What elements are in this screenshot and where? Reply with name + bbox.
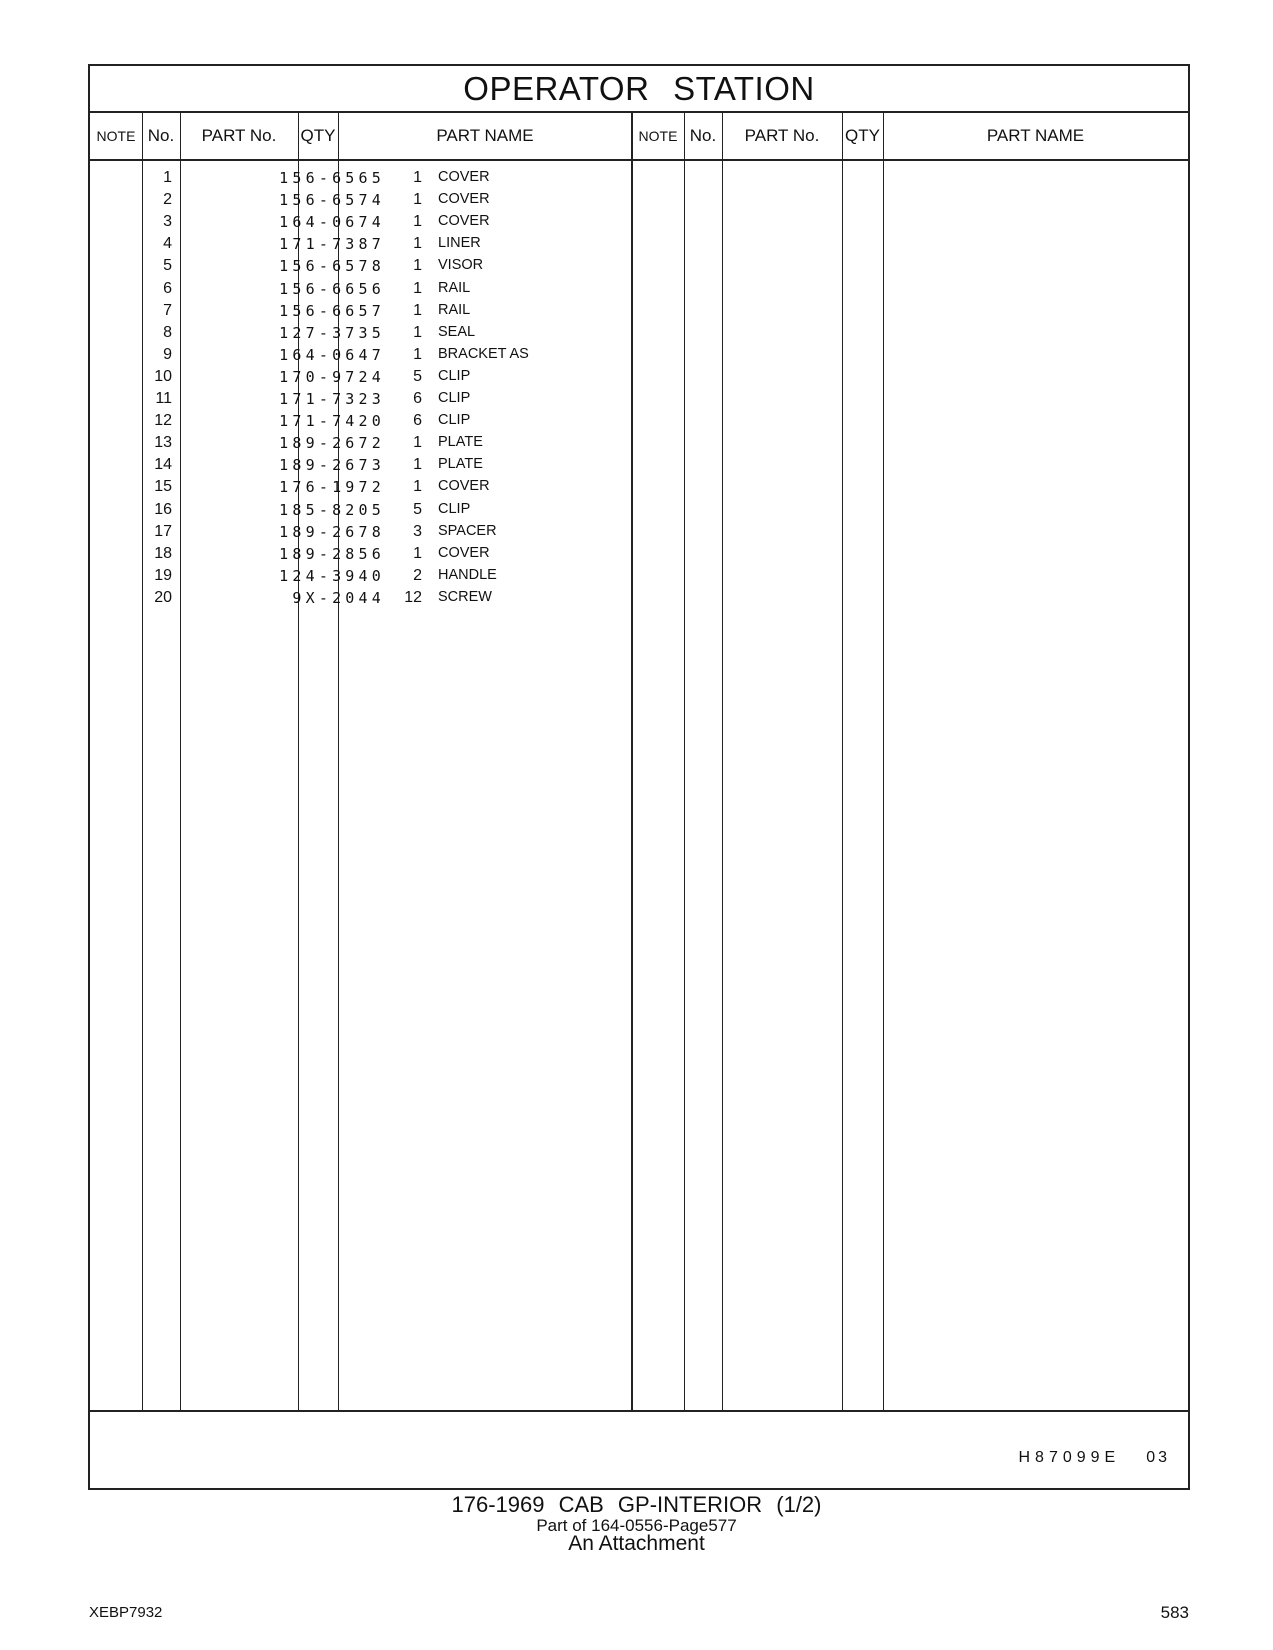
part-number: 171-7323 (279, 390, 385, 408)
table-row (90, 478, 1188, 501)
quantity: 1 (413, 434, 422, 452)
table-row (90, 235, 1188, 258)
parts-table-frame (88, 64, 1190, 1490)
part-name: CLIP (438, 412, 471, 429)
table-row (90, 169, 1188, 192)
col-header-qty-left: QTY (300, 126, 336, 145)
item-number: 19 (154, 566, 172, 584)
part-name: COVER (438, 478, 490, 495)
item-number: 9 (163, 345, 172, 363)
item-number: 15 (154, 478, 172, 496)
part-number: 189-2678 (279, 522, 385, 541)
quantity: 1 (413, 213, 422, 231)
part-number: 127-3735 (279, 323, 385, 342)
drawing-code (1018, 1449, 1170, 1467)
item-number: 10 (154, 367, 172, 385)
part-name: SPACER (438, 522, 497, 539)
part-number: 164-0674 (279, 213, 385, 232)
item-number: 12 (154, 412, 172, 430)
col-header-partname-left: PART NAME (436, 126, 534, 145)
part-number: 156-6578 (279, 257, 385, 276)
table-row (90, 213, 1188, 236)
revision-number: 03 (1146, 1449, 1170, 1466)
item-number: 1 (163, 169, 172, 186)
part-name: PLATE (438, 456, 483, 473)
part-number: 156-6656 (279, 279, 385, 298)
quantity: 1 (413, 456, 422, 474)
part-number: 156-6657 (279, 301, 385, 320)
table-row (90, 191, 1188, 214)
quantity: 1 (413, 191, 422, 209)
col-header-no-right: No. (689, 126, 717, 145)
table-row (90, 412, 1188, 435)
part-number: 164-0647 (279, 345, 385, 364)
table-row (90, 567, 1188, 590)
table-row (90, 324, 1188, 347)
table-row (90, 257, 1188, 280)
part-name: RAIL (438, 279, 471, 296)
table-row (90, 523, 1188, 546)
part-number: 189-2672 (279, 434, 385, 453)
quantity: 1 (413, 345, 422, 363)
quantity: 5 (413, 367, 422, 385)
quantity: 6 (413, 390, 422, 407)
part-number: 189-2856 (279, 544, 385, 563)
quantity: 1 (413, 235, 422, 253)
part-number: 189-2673 (279, 456, 385, 475)
part-name: SCREW (438, 588, 492, 605)
part-number: 176-1972 (279, 478, 385, 497)
column-header-row (90, 113, 1188, 161)
item-number: 8 (163, 323, 172, 341)
part-name: PLATE (438, 434, 483, 451)
quantity: 1 (413, 323, 422, 341)
page-number: 583 (1160, 1603, 1189, 1622)
quantity: 5 (413, 500, 422, 518)
part-number: 124-3940 (279, 566, 385, 585)
part-name: BRACKET AS (438, 345, 529, 362)
table-row (90, 280, 1188, 303)
drawing-code-value: H87099E (1018, 1449, 1121, 1466)
quantity: 1 (413, 478, 422, 496)
quantity: 1 (413, 257, 422, 275)
table-row (90, 545, 1188, 568)
part-number: 170-9724 (279, 367, 385, 386)
part-number: 156-6565 (279, 169, 385, 187)
table-row (90, 390, 1188, 413)
item-number: 3 (163, 213, 172, 231)
part-name: SEAL (438, 323, 476, 340)
part-number: 185-8205 (279, 500, 385, 519)
col-header-no-left: No. (147, 126, 175, 145)
item-number: 13 (154, 434, 172, 452)
quantity: 12 (404, 588, 422, 606)
col-header-qty-right: QTY (845, 126, 880, 145)
table-row (90, 501, 1188, 524)
col-header-partno-right: PART No. (744, 126, 820, 145)
col-header-note-right: NOTE (638, 128, 678, 144)
part-name: CLIP (438, 500, 471, 517)
table-row (90, 589, 1188, 612)
part-number: 171-7387 (279, 235, 385, 254)
item-number: 17 (154, 522, 172, 540)
item-number: 14 (154, 456, 172, 474)
quantity: 3 (413, 522, 422, 540)
col-header-partname-right: PART NAME (986, 126, 1085, 145)
caption-title: 176-1969 CAB GP-INTERIOR (1/2) (451, 1492, 822, 1517)
table-row (90, 434, 1188, 457)
part-name: COVER (438, 213, 490, 230)
part-name: CLIP (438, 367, 471, 384)
part-name: HANDLE (438, 566, 497, 583)
table-row (90, 302, 1188, 325)
item-number: 20 (154, 588, 172, 606)
part-name: CLIP (438, 390, 471, 406)
item-number: 16 (154, 500, 172, 518)
table-row (90, 346, 1188, 369)
table-row (90, 368, 1188, 391)
item-number: 11 (155, 390, 172, 407)
col-header-note-left: NOTE (96, 128, 136, 144)
quantity: 2 (413, 566, 422, 584)
item-number: 6 (163, 279, 172, 297)
caption-attachment: An Attachment (568, 1532, 705, 1555)
quantity: 1 (413, 169, 422, 186)
caption-part-of: Part of 164-0556-Page577 (536, 1516, 737, 1535)
table-row (90, 456, 1188, 479)
part-number: 9X-2044 (292, 588, 385, 607)
part-name: LINER (438, 235, 481, 252)
part-name: RAIL (438, 301, 471, 318)
page-title: OPERATOR STATION (90, 66, 1188, 113)
item-number: 7 (163, 301, 172, 319)
quantity: 6 (413, 412, 422, 430)
part-name: COVER (438, 169, 490, 185)
table-bottom-rule (90, 1410, 1188, 1412)
item-number: 2 (163, 191, 172, 209)
document-id: XEBP7932 (89, 1604, 163, 1621)
item-number: 18 (154, 544, 172, 562)
quantity: 1 (413, 544, 422, 562)
item-number: 5 (163, 257, 172, 275)
part-name: VISOR (438, 257, 484, 274)
col-header-partno-left: PART No. (201, 126, 277, 145)
part-name: COVER (438, 544, 490, 561)
quantity: 1 (413, 301, 422, 319)
quantity: 1 (413, 279, 422, 297)
part-number: 171-7420 (279, 412, 385, 431)
item-number: 4 (163, 235, 172, 253)
part-number: 156-6574 (279, 191, 385, 210)
part-name: COVER (438, 191, 490, 208)
